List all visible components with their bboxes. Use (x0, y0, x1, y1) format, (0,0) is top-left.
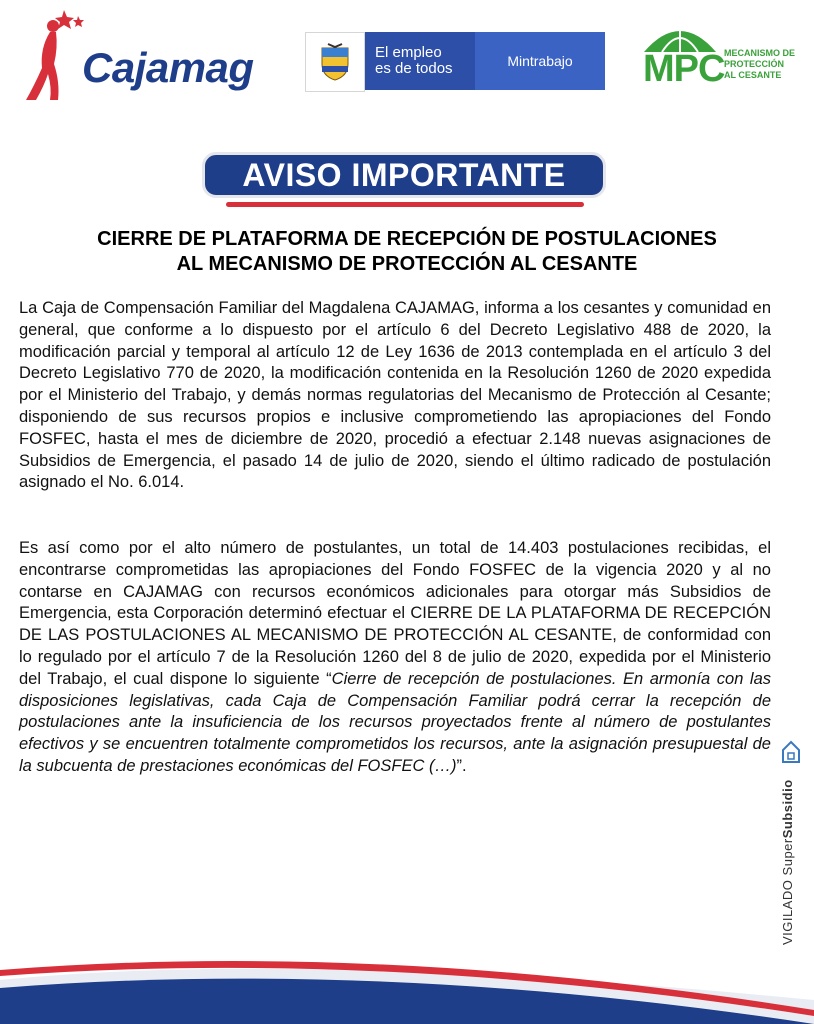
gov-slogan-line1: El empleo (375, 44, 442, 61)
body-paragraph-1: La Caja de Compensación Familiar del Magdalena CAJAMAG, informa a los cesantes y comunidad en general, que conforme a lo dispuesto por el artículo 6 del Decreto Legislativo 488 de 2020, la modificación parcial y temporal al artículo 12 de Ley 1636 de 2013 contemplada en el artículo 3 del Decreto Legislativo 770 de 2020, la modificación contenida en la Resolución 1260 de 2020 expedida por el Ministerio del Trabajo, y demás normas regulatorias del Mecanismo de Protección al Cesante; disponiendo de sus recursos propios e inclusive comprometiendo las apropiaciones del Fondo FOSFEC, hasta el mes de diciembre de 2020, procedió a efectuar 2.148 nuevas asignaciones de Subsidios de Emergencia, el pasado 14 de julio de 2020, siendo el último radicado de postulación asignado el No. 6.014. (19, 299, 771, 492)
vigilado-supersubsidio-seal (776, 740, 806, 950)
cajamag-figure-icon (20, 8, 90, 104)
mpc-subtitle (724, 48, 795, 81)
body-paragraph-2 (19, 538, 771, 778)
paragraph-2-end: ”. (456, 756, 467, 775)
mpc-subtitle-line3: AL CESANTE (724, 70, 782, 80)
mpc-subtitle-line1: MECANISMO DE (724, 48, 796, 58)
mintrabajo-label: Mintrabajo (475, 32, 605, 90)
gov-slogan (365, 32, 475, 90)
title-line-1: CIERRE DE PLATAFORMA DE RECEPCIÓN DE POSTULACIONES (97, 228, 717, 250)
mpc-subtitle-line2: PROTECCIÓN (724, 59, 785, 69)
vigilado-prefix: VIGILADO (780, 879, 795, 945)
page-title (20, 227, 794, 277)
banner-underline (226, 202, 584, 207)
house-icon (781, 740, 801, 764)
cajamag-wordmark: Cajamag (82, 44, 254, 91)
footer-swoosh (0, 940, 814, 1024)
vigilado-text (780, 779, 795, 945)
government-logo (305, 32, 605, 90)
mpc-letters: MPC (643, 48, 725, 90)
mpc-logo (640, 18, 800, 98)
vigilado-super: Super (780, 838, 795, 876)
colombia-shield-icon (305, 32, 365, 92)
title-line-2: AL MECANISMO DE PROTECCIÓN AL CESANTE (176, 253, 638, 275)
paragraph-2-intro: Es así como por el alto número de postulantes, un total de 14.403 postulaciones recibidas, el encontrarse comprometidas las apropiaciones del Fondo FOSFEC de la vigencia 2020 y al no contarse en CAJAMAG con recursos económicos adicionales para otorgar más Subsidios de Emergencia, esta Corporación determinó efectuar el CIERRE DE LA PLATAFORMA DE RECEPCIÓN DE LAS POSTULACIONES AL MECANISMO DE PROTECCIÓN AL CESANTE, de conformidad con lo regulado por el artículo 7 de la Resolución 1260 del 8 de julio de 2020, expedida por el Ministerio del Trabajo, el cual dispone lo siguiente “ (19, 539, 771, 688)
notice-banner (200, 150, 610, 212)
cajamag-logo (20, 8, 290, 104)
vigilado-subsidio: Subsidio (780, 779, 795, 839)
banner-text: AVISO IMPORTANTE (202, 152, 606, 198)
gov-slogan-line2: es de todos (375, 60, 453, 77)
paragraph-2-quote: Cierre de recepción de postulaciones. En armonía con las disposiciones legislativas, cada Caja de Compensación Familiar podrá cerrar la recepción de postulaciones ante la insuficiencia de los recursos proyectados frente al número de postulantes efectivos y se encuentren totalmente comprometidos los recursos, ante la asignación presupuestal de la subcuenta de prestaciones económicas del FOSFEC (…) (19, 669, 771, 775)
